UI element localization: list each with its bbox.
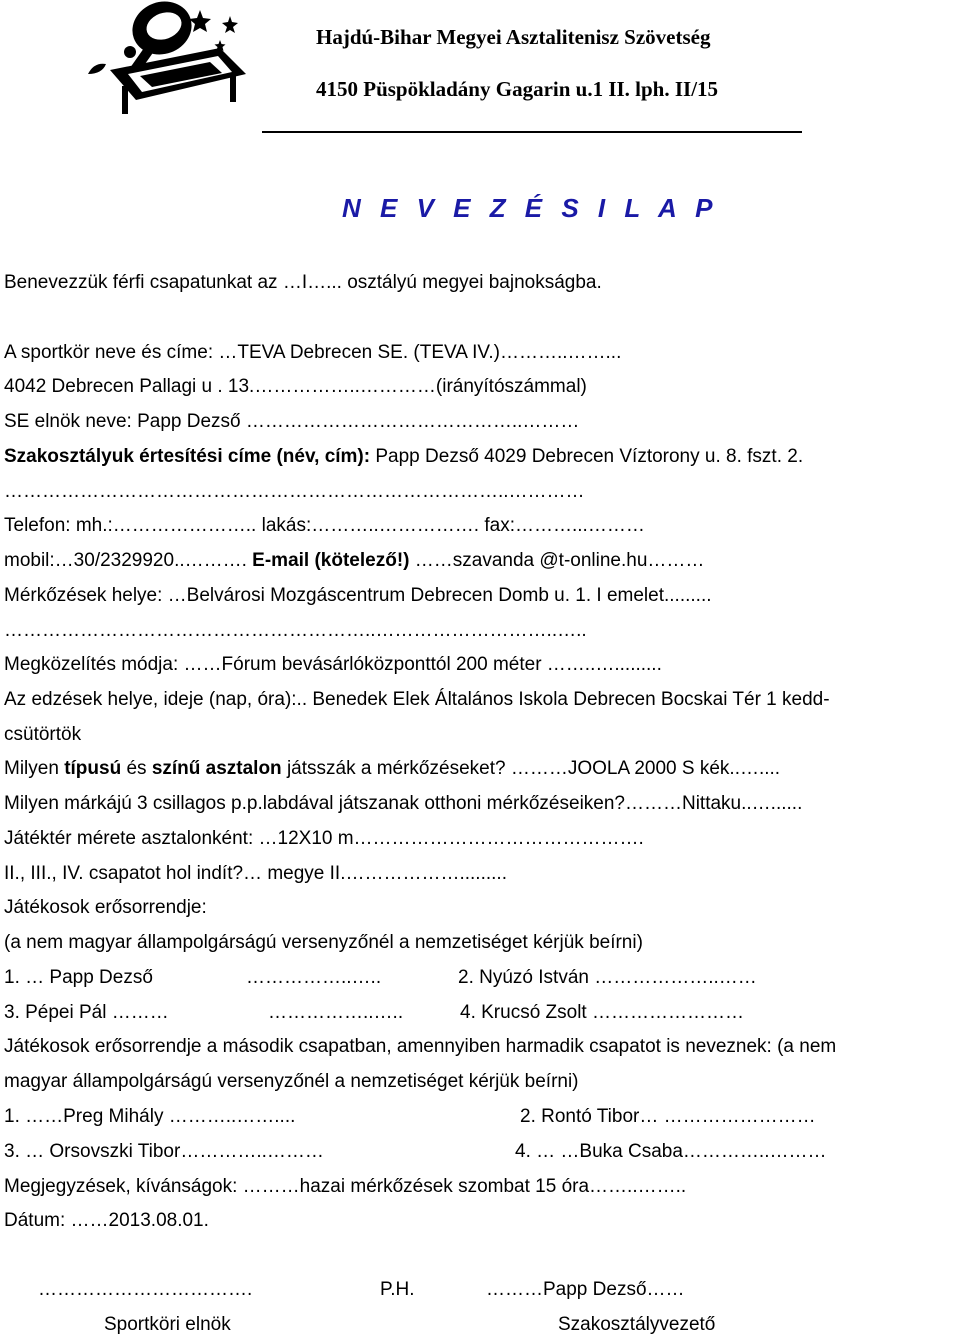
signature-left-label: Sportköri elnök	[104, 1314, 231, 1335]
federation-logo	[70, 0, 260, 120]
club-address-line: 4042 Debrecen Pallagi u . 13.……………..…………(irányítószámmal)	[4, 376, 587, 397]
training-line: Az edzések helye, ideje (nap, óra):.. Benedek Elek Általános Iskola Debrecen Bocskai Tér 1 kedd-	[4, 689, 830, 710]
player-3-dots: ……………..…..	[268, 1002, 404, 1023]
organization-address: 4150 Püspökladány Gagarin u.1 II. lph. II/15	[316, 77, 719, 101]
table-type-bold: típusú	[64, 758, 122, 779]
access-line: Megközelítés módja: ……Fórum bevásárlóközponttól 200 méter ……..….........	[4, 654, 662, 675]
notification-address-label: Szakosztályuk értesítési címe (név, cím):	[4, 446, 371, 467]
mobile-value: mobil:…30/2329920..……….	[4, 550, 247, 571]
organization-name: Hajdú-Bihar Megyei Asztalitenisz Szövetség	[316, 25, 711, 49]
match-venue-line: Mérkőzések helye: …Belvárosi Mozgáscentrum Debrecen Domb u. 1. I emelet.........	[4, 585, 712, 606]
second-team-note-cont: magyar állampolgárságú versenyzőnél a nemzetiséget kérjük beírni)	[4, 1071, 579, 1092]
date-line: Dátum: ……2013.08.01.	[4, 1210, 209, 1231]
table-type-value: játsszák a mérkőzéseket? ………JOOLA 2000 S kék..…....	[281, 758, 781, 779]
ball-brand-line: Milyen márkájú 3 csillagos p.p.labdával játszanak otthoni mérkőzéseiken?………Nittaku..…......	[4, 793, 803, 814]
second-player-2: 2. Rontó Tibor… ……………………	[520, 1106, 816, 1127]
notification-address-value: Papp Dezső 4029 Debrecen Víztorony u. 8. fszt. 2.	[370, 446, 804, 467]
notification-address-line	[4, 446, 803, 468]
president-line: SE elnök neve: Papp Dezső ……………………………………..………	[4, 411, 580, 432]
mobile-email-line	[4, 550, 704, 572]
table-type-line	[4, 758, 780, 780]
signature-left-dots: …………………………….	[38, 1279, 253, 1300]
header-rule	[262, 131, 802, 133]
entry-line: Benevezzük férfi csapatunkat az …I…... osztályú megyei bajnokságba.	[4, 272, 602, 293]
second-team-note: Játékosok erősorrendje a második csapatban, amennyiben harmadik csapatot is neveznek: (a nem	[4, 1036, 837, 1057]
player-order-heading: Játékosok erősorrendje:	[4, 897, 207, 918]
other-teams-line: II., III., IV. csapatot hol indít?… megye II.……………….........	[4, 863, 507, 884]
player-1-dots: ……………..…..	[246, 967, 382, 988]
second-player-1: 1. ……Preg Mihály ………..……....	[4, 1106, 296, 1127]
stamp-label: P.H.	[380, 1279, 415, 1300]
signature-right: ………Papp Dezső……	[486, 1279, 685, 1300]
table-type-text: és	[121, 758, 152, 779]
table-type-text: Milyen	[4, 758, 65, 779]
play-area-line: Játéktér mérete asztalonként: …12X10 m……………………………………….	[4, 828, 644, 849]
club-name-line: A sportkör neve és címe: …TEVA Debrecen SE. (TEVA IV.)………..……...	[4, 342, 622, 363]
email-value: ……szavanda @t-online.hu………	[409, 550, 705, 571]
player-3: 3. Pépei Pál ………	[4, 1002, 169, 1023]
second-player-3: 3. … Orsovszki Tibor…………..………	[4, 1141, 324, 1162]
signature-right-label: Szakosztályvezető	[558, 1314, 716, 1335]
email-label: E-mail (kötelező!)	[246, 550, 410, 571]
dotted-line: ……………………………………………………………………..…………	[4, 481, 585, 502]
training-line-cont: csütörtök	[4, 724, 82, 745]
remarks-line: Megjegyzések, kívánságok: ………hazai mérkőzések szombat 15 óra……..……..	[4, 1176, 687, 1197]
phone-line: Telefon: mh.:………………….. lakás:………..……………. fax:………...………	[4, 515, 645, 536]
dotted-line: …………………………………………………..………………………..…..	[4, 620, 587, 641]
player-4: 4. Krucsó Zsolt ……………………	[460, 1002, 744, 1023]
table-color-bold: színű asztalon	[151, 758, 282, 779]
player-2: 2. Nyúzó István ………………..……	[458, 967, 757, 988]
player-1: 1. … Papp Dezső	[4, 967, 153, 988]
second-player-4: 4. … …Buka Csaba…………..………	[515, 1141, 827, 1162]
nationality-note: (a nem magyar állampolgárságú versenyzőnél a nemzetiséget kérjük beírni)	[4, 932, 643, 953]
page-title: N E V E Z É S I L A P	[342, 193, 719, 223]
